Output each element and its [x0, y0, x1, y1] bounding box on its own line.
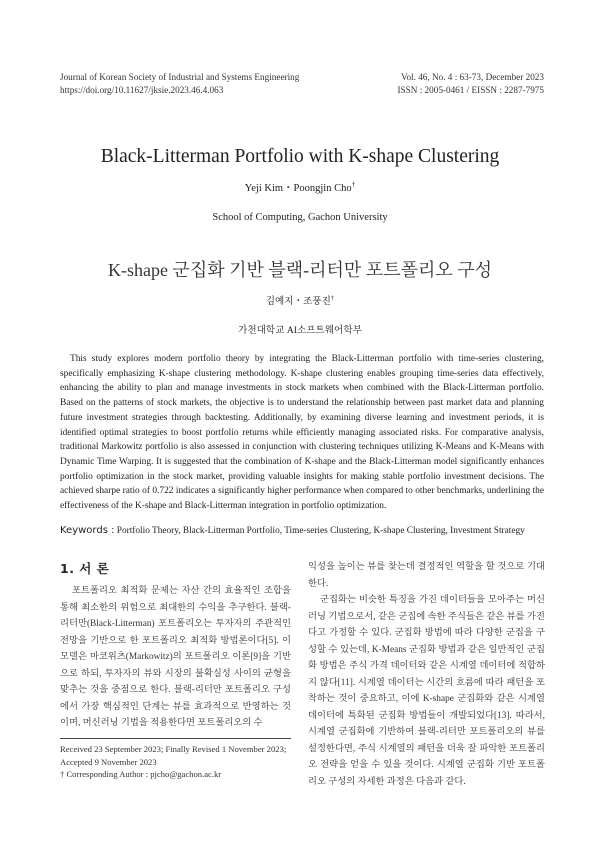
running-header-right — [398, 71, 545, 96]
keywords-label: Keywords : — [60, 525, 115, 536]
intro-paragraph-2: 군집화는 비슷한 특징을 가진 데이터들을 모아주는 머신러닝 기법으로서, 같은 군집에 속한 주식들은 같은 뷰를 가진다고 가정할 수 있다. 군집화 방법에 따라 다양한 군집을 구성할 수 있는데, K-Means 군집화 방법과 같은 일반적인 군집화 방법은 주식 가격 데이터와 같은 시계열 데이터에 적합하지 않다[11]. 시계열 데이터는 시간의 흐름에 따라 패턴을 포착하는 것이 중요하고, 이에 K-shape 군집화와 같은 시계열 데이터에 특화된 군집화 방법들이 개발되었다[13]. 따라서, 시계열 군집화에 기반하여 블랙-리터만 포트폴리오의 뷰를 설정한다면, 주식 시계열의 패턴을 더욱 잘 파악한 포트폴리오 전략을 얻을 수 있을 것이다. 시계열 군집화 기반 포트폴리오 구성의 자세한 과정은 다음과 같다. — [308, 595, 545, 787]
issn-info: ISSN : 2005-0461 / EISSN : 2287-7975 — [397, 84, 544, 95]
left-column — [60, 583, 291, 732]
right-column — [308, 559, 545, 790]
affiliation-english: School of Computing, Gachon University — [212, 212, 388, 223]
accepted-date: Accepted 9 November 2023 — [60, 756, 157, 767]
section-heading-introduction: 1. 서 론 — [60, 561, 110, 576]
footnote — [60, 743, 300, 781]
authors-english-names: Yeji Kim・Poongjin Cho — [244, 183, 352, 194]
paper-title-english: Black-Litterman Portfolio with K-shape Clustering — [100, 146, 500, 167]
authors-english — [0, 180, 600, 195]
affiliation-korean: 가천대학교 AI소프트웨어학부 — [238, 325, 362, 336]
corresponding-mark: † — [351, 179, 356, 189]
volume-info: Vol. 46, No. 4 : 63-73, December 2023 — [401, 72, 544, 82]
paper-title-korean: K-shape 군집화 기반 블랙-리터만 포트폴리오 구성 — [107, 260, 493, 280]
doi-link[interactable]: https://doi.org/10.11627/jksie.2023.46.4.063 — [60, 84, 224, 95]
intro-paragraph-1-continued: 익성을 높이는 뷰를 찾는데 결정적인 역할을 할 것으로 기대한다. — [308, 562, 545, 589]
corresponding-author: † Corresponding Author : pjcho@gachon.ac.kr — [60, 769, 222, 779]
corresponding-mark-korean: † — [330, 294, 335, 302]
abstract-text: This study explores modern portfolio theory by integrating the Black-Litterman portfolio with time-series clustering, specifically emphasizing K-shape clustering methodology. K-shape clustering enables grouping time-series data effectively, enhancing the ability to plan and manage investments in stock markets when combined with the Black-Litterman portfolio. Based on the patterns of stock markets, the objective is to understand the relationship between past market data and planning future investment strategies through backtesting. Additionally, by examining diverse learning and investment periods, it is identified optimal strategies to boost portfolio returns while efficiently managing associated risks. For comparative analysis, traditional Markowitz portfolio is also assessed in conjunction with clustering techniques utilizing K-Means and K-Means with Dynamic Time Warping. It is suggested that the combination of K-shape and the Black-Litterman model significantly enhances portfolio optimization in the stock market, providing valuable insights for making stable portfolio investment decisions. The achieved sharpe ratio of 0.722 indicates a significantly higher performance when compared to other benchmarks, underlining the effectiveness of the K-shape and Black-Litterman integration in portfolio optimization. — [60, 354, 544, 512]
keywords-list: Portfolio Theory, Black-Litterman Portfolio, Time-series Clustering, K-shape Clustering, Investment Strategy — [116, 526, 525, 536]
abstract — [60, 352, 544, 514]
journal-name: Journal of Korean Society of Industrial and Systems Engineering — [60, 72, 300, 82]
running-header-left — [60, 71, 299, 96]
keywords — [60, 525, 544, 536]
authors-korean-names: 김예지・조풍진 — [265, 296, 331, 307]
authors-korean — [0, 293, 600, 307]
intro-paragraph-1: 포트폴리오 최적화 문제는 자산 간의 효율적인 조합을 통해 최소한의 위험으로 최대한의 수익을 추구한다. 블랙-리터만(Black-Litterman) 포트폴리오는 투자자의 주관적인 전망을 기반으로 한 포트폴리오 최적화 방법론이다[5]. 이 모델은 마코위츠(Markowitz)의 포트폴리오 이론[9]을 기반으로 하되, 투자자의 뷰와 시장의 불확실성 사이의 균형을 맞추는 것을 중점으로 한다. 블랙-리터만 포트폴리오 구성에서 가장 핵심적인 단계는 뷰를 효과적으로 반영하는 것이며, 머신러닝 기법을 적용한다면 포트폴리오의 수 — [60, 586, 291, 728]
received-date: Received 23 September 2023; Finally Revised 1 November 2023; — [60, 744, 287, 754]
footnote-divider — [60, 738, 291, 739]
